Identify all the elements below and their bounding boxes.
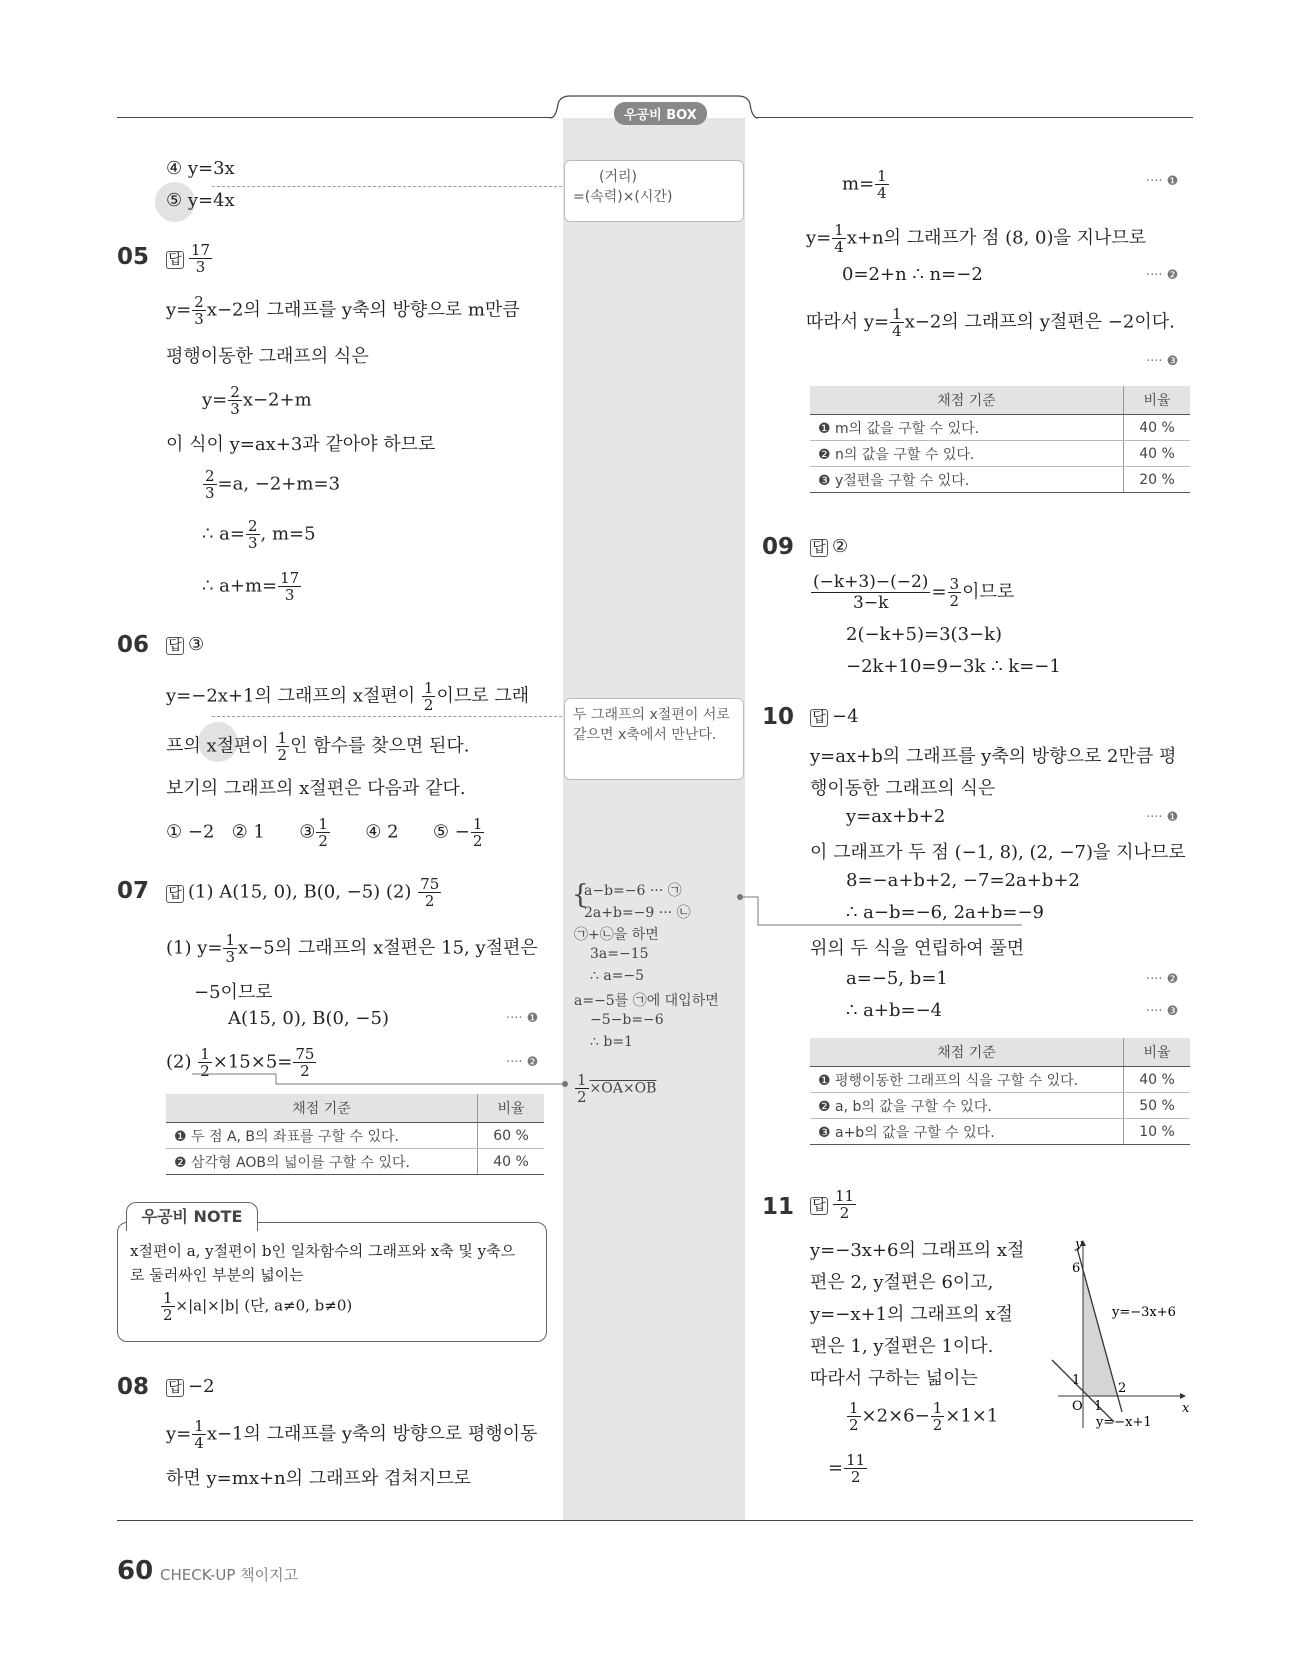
p08-line-2: 하면 y=mx+n의 그래프와 겹쳐지므로 — [166, 1468, 471, 1489]
p09-answer: 답 ② — [810, 536, 848, 557]
p10-line-7: 위의 두 식을 연립하여 풀면 — [810, 938, 1025, 959]
problem-number: 10 — [762, 704, 795, 730]
origin-label: O — [1072, 1399, 1083, 1414]
p09-line-2: 2(−k+5)=3(3−k) — [846, 624, 1003, 645]
box-label: 우공비 BOX — [614, 102, 707, 125]
p11-line-7: = $\frac{11}{2}$ — [828, 1451, 866, 1486]
step-marker: ···· ❶ — [506, 1011, 539, 1026]
mid-step: −5−b=−6 — [590, 1012, 664, 1028]
problem-number: 05 — [117, 244, 150, 270]
brace: { — [572, 880, 589, 910]
table-row: ❷ 삼각형 AOB의 넓이를 구할 수 있다. 40 % — [166, 1149, 544, 1175]
line-label: y=−x+1 — [1096, 1415, 1152, 1430]
p06-answer: 답 ③ — [166, 634, 204, 655]
step-marker: ···· ❸ — [1146, 1004, 1179, 1019]
p10-line-1: y=ax+b의 그래프를 y축의 방향으로 2만큼 평 — [810, 746, 1177, 767]
tick-label: 2 — [1118, 1381, 1127, 1396]
p10-answer: 답 −4 — [810, 706, 859, 727]
p08-line-1: y= $\frac{1}{4}$ x−1의 그래프를 y축의 방향으로 평행이동 — [166, 1417, 538, 1452]
table-row: ❶ m의 값을 구할 수 있다. 40 % — [810, 415, 1190, 441]
mid-step: a=−5를 ㉠에 대입하면 — [574, 993, 719, 1009]
p09-line-3: −2k+10=9−3k ∴ k=−1 — [846, 656, 1061, 677]
p11-line-6: $\frac{1}{2}$ ×2×6− $\frac{1}{2}$ ×1×1 — [849, 1399, 999, 1434]
axis-label: x — [1182, 1401, 1190, 1416]
note-line-1: x절편이 a, y절편이 b인 일차함수의 그래프와 x축 및 y축으 — [130, 1242, 516, 1260]
p05-line-5: $\frac{2}{3}$ =a, −2+m=3 — [205, 467, 341, 502]
step-marker: ···· ❸ — [1146, 354, 1179, 369]
leader-line — [212, 186, 562, 187]
p04-option-4: ④ y=3x — [166, 158, 235, 179]
table-row: ❷ a, b의 값을 구할 수 있다. 50 % — [810, 1093, 1190, 1119]
p06-line-3: 보기의 그래프의 x절편은 다음과 같다. — [166, 778, 466, 799]
p10-line-6: ∴ a−b=−6, 2a+b=−9 — [846, 902, 1044, 923]
p05-line-2: 평행이동한 그래프의 식은 — [166, 346, 369, 367]
p11-graph — [1050, 1236, 1195, 1436]
box-column — [563, 118, 745, 1520]
problem-number: 07 — [117, 878, 150, 904]
step-marker: ···· ❷ — [1146, 972, 1179, 987]
p05-line-1: y= $\frac{2}{3}$ x−2의 그래프를 y축의 방향으로 m만큼 — [166, 293, 520, 328]
p05-line-3: y= $\frac{2}{3}$ x−2+m — [202, 383, 312, 418]
box-intercept-note: 두 그래프의 x절편이 서로 같으면 x축에서 만난다. — [564, 698, 744, 780]
problem-number: 06 — [117, 632, 150, 658]
mid-area-formula: $\frac{1}{2}$ ×OA×OB — [577, 1071, 657, 1106]
answer-icon: 답 — [810, 1197, 828, 1215]
note-title: 우공비 NOTE — [126, 1202, 258, 1231]
mid-step: 3a=−15 — [590, 946, 649, 962]
p11-line-2: 편은 2, y절편은 6이고, — [810, 1272, 994, 1293]
step-marker: ···· ❶ — [1146, 174, 1179, 189]
p08-cont-line-4: 따라서 y= $\frac{1}{4}$ x−2의 그래프의 y절편은 −2이다. — [806, 305, 1175, 340]
p10-line-2: 행이동한 그래프의 식은 — [810, 778, 996, 799]
p10-line-9: ∴ a+b=−4 — [846, 1000, 943, 1021]
tick-label: 6 — [1072, 1261, 1081, 1276]
p07-line-1: (1) y= $\frac{1}{3}$ x−5의 그래프의 x절편은 15, y절편은 — [166, 931, 538, 966]
p05-answer: 답 $\frac{17}{3}$ — [166, 242, 213, 275]
p07-line-3: A(15, 0), B(0, −5) — [228, 1008, 389, 1029]
p10-score-table: 채점 기준 비율 ❶ 평행이동한 그래프의 식을 구할 수 있다. 40 % ❷ a, b의 값을 구할 수 있다. 50 % ❸ a+b의 값을 구할 수 있다. 10 % — [810, 1038, 1190, 1145]
step-marker: ···· ❶ — [1146, 810, 1179, 825]
p06-line-1: y=−2x+1의 그래프의 x절편이 $\frac{1}{2}$ 이므로 그래 — [166, 679, 530, 714]
table-row: ❸ a+b의 값을 구할 수 있다. 10 % — [810, 1119, 1190, 1145]
tick-label: 1 — [1072, 1373, 1081, 1388]
problem-number: 08 — [117, 1374, 150, 1400]
p08-cont-line-2: y= $\frac{1}{4}$ x+n의 그래프가 점 (8, 0)을 지나므로 — [806, 221, 1147, 256]
p11-line-4: 편은 1, y절편은 1이다. — [810, 1336, 994, 1357]
axis-label: y — [1075, 1237, 1083, 1252]
p10-line-8: a=−5, b=1 — [846, 968, 948, 989]
page-number: 60 — [117, 1556, 154, 1586]
p07-score-table: 채점 기준 비율 ❶ 두 점 A, B의 좌표를 구할 수 있다. 60 % ❷ 삼각형 AOB의 넓이를 구할 수 있다. 40 % — [166, 1094, 544, 1175]
p09-line-1: $\frac{(-k+3)-(-2)}{3-k}$ = $\frac{3}{2}$ 이므로 — [813, 572, 1015, 613]
p11-line-3: y=−x+1의 그래프의 x절 — [810, 1304, 1013, 1325]
answer-icon: 답 — [810, 709, 828, 727]
p10-line-5: 8=−a+b+2, −7=2a+b+2 — [846, 870, 1080, 891]
note-line-2: 로 둘러싸인 부분의 넓이는 — [130, 1266, 304, 1284]
p11-answer: 답 $\frac{11}{2}$ — [810, 1188, 857, 1221]
leader-line — [212, 716, 562, 717]
table-row: ❶ 두 점 A, B의 좌표를 구할 수 있다. 60 % — [166, 1123, 544, 1149]
step-marker: ···· ❷ — [1146, 268, 1179, 283]
p08-cont-line-3: 0=2+n ∴ n=−2 — [842, 264, 983, 285]
p10-line-3: y=ax+b+2 — [846, 806, 946, 827]
system-eq-1: a−b=−6 ··· ㉠ — [584, 883, 682, 899]
answer-icon: 답 — [166, 251, 184, 269]
connector-line — [190, 1070, 570, 1090]
table-row: ❶ 평행이동한 그래프의 식을 구할 수 있다. 40 % — [810, 1067, 1190, 1093]
p06-options: ① −2 ② 1 ③ $\frac{1}{2}$ ④ 2 ⑤ − $\frac{1}{2}$ — [166, 815, 483, 850]
p11-line-1: y=−3x+6의 그래프의 x절 — [810, 1240, 1025, 1261]
p10-line-4: 이 그래프가 두 점 (−1, 8), (2, −7)을 지나므로 — [810, 842, 1186, 863]
p11-line-5: 따라서 구하는 넓이는 — [810, 1368, 978, 1389]
tick-label: 1 — [1094, 1399, 1103, 1414]
p07-line-4: (2) $\frac{1}{2}$ ×15×5= $\frac{75}{2}$ — [166, 1045, 315, 1080]
line-label: y=−3x+6 — [1112, 1305, 1176, 1320]
book-title: CHECK-UP 책이지고 — [160, 1566, 299, 1584]
p08-cont-line-1: m= $\frac{1}{4}$ — [842, 167, 887, 202]
box-distance-note: (거리) =(속력)×(시간) — [564, 160, 744, 222]
answer-icon: 답 — [166, 885, 184, 903]
answer-icon: 답 — [810, 539, 828, 557]
table-row: ❸ y절편을 구할 수 있다. 20 % — [810, 467, 1190, 493]
note-line-3: $\frac{1}{2}$ ×|a|×|b| (단, a≠0, b≠0) — [163, 1289, 353, 1324]
p05-line-4: 이 식이 y=ax+3과 같아야 하므로 — [166, 434, 436, 455]
p05-line-6: ∴ a= $\frac{2}{3}$ , m=5 — [202, 517, 316, 552]
p05-line-7: ∴ a+m= $\frac{17}{3}$ — [202, 569, 300, 604]
p07-line-2: −5이므로 — [194, 982, 273, 1003]
p08-score-table: 채점 기준 비율 ❶ m의 값을 구할 수 있다. 40 % ❷ n의 값을 구할 수 있다. 40 % ❸ y절편을 구할 수 있다. 20 % — [810, 386, 1190, 493]
table-row: ❷ n의 값을 구할 수 있다. 40 % — [810, 441, 1190, 467]
p06-line-2: 프의 x절편이 $\frac{1}{2}$ 인 함수를 찾으면 된다. — [166, 729, 470, 764]
system-eq-2: 2a+b=−9 ··· ㉡ — [584, 905, 691, 921]
answer-icon: 답 — [166, 637, 184, 655]
mid-step: ㉠+㉡을 하면 — [574, 927, 659, 943]
problem-number: 11 — [762, 1194, 795, 1220]
p07-answer: 답 (1) A(15, 0), B(0, −5) (2) $\frac{75}{2}$ — [166, 876, 442, 909]
mid-step: ∴ b=1 — [590, 1034, 633, 1050]
step-marker: ···· ❷ — [506, 1055, 539, 1070]
answer-icon: 답 — [166, 1379, 184, 1397]
mid-step: ∴ a=−5 — [590, 968, 645, 984]
p08-answer: 답 −2 — [166, 1376, 215, 1397]
problem-number: 09 — [762, 534, 795, 560]
p04-option-5: ⑤ y=4x — [166, 190, 235, 211]
